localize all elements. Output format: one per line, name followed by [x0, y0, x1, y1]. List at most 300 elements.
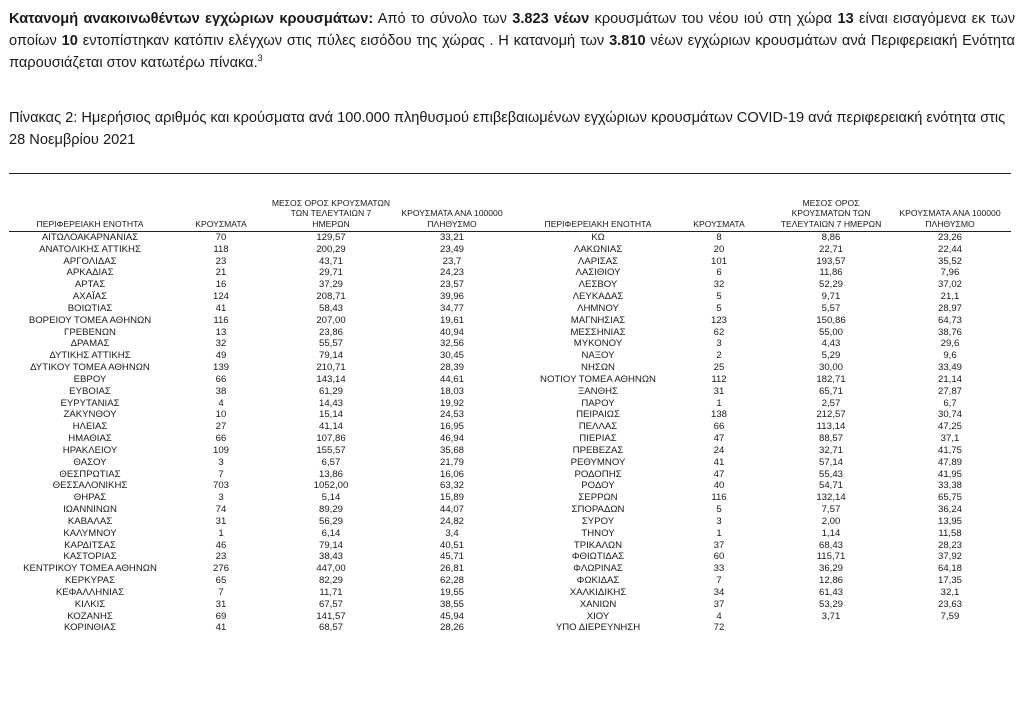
intro-text-2: κρουσμάτων του νέου ιού στη χώρα	[589, 11, 838, 27]
left-cases-per-100k: 3,4	[445, 527, 459, 539]
table-row	[9, 256, 1011, 268]
right-region-name: ΦΩΚΙΔΑΣ	[576, 575, 620, 587]
cases-table	[9, 173, 1011, 634]
right-cases-count: 31	[713, 385, 725, 397]
footnote-marker: 3	[257, 53, 263, 64]
right-region-name: ΛΕΥΚΑΔΑΣ	[572, 291, 624, 303]
right-cases-per-100k: 41,75	[937, 444, 962, 456]
intro-paragraph	[9, 8, 1015, 74]
right-region-name: ΛΑΚΩΝΙΑΣ	[573, 243, 623, 255]
right-seven-day-average: 65,71	[818, 385, 843, 397]
left-cases-count: 109	[212, 444, 229, 456]
right-cases-per-100k: 11,58	[938, 527, 962, 539]
left-cases-per-100k: 63,32	[439, 480, 464, 492]
right-cases-count: 138	[710, 409, 727, 421]
header-unit-right: ΠΕΡΙΦΕΡΕΙΑΚΗ ΕΝΟΤΗΤΑ	[544, 218, 652, 229]
table-row	[9, 398, 1011, 410]
left-cases-count: 118	[213, 243, 229, 255]
right-region-name: ΜΥΚΟΝΟΥ	[573, 338, 623, 350]
left-cases-per-100k: 24,82	[439, 515, 464, 527]
right-cases-count: 101	[710, 255, 727, 267]
right-cases-per-100k: 23,26	[937, 232, 962, 243]
table-caption: Πίνακας 2: Ημερήσιος αριθμός και κρούσματα ανά 100.000 πληθυσμού επιβεβαιωμένων εγχώριων κρουσμάτων COVID-19 ανά περιφερειακή ενότητα στις 28 Νοεμβρίου 2021	[9, 110, 1006, 148]
right-region-name: ΠΙΕΡΙΑΣ	[579, 433, 617, 445]
left-seven-day-average: 79,14	[318, 539, 343, 551]
right-seven-day-average: 5,29	[821, 350, 841, 362]
left-region-name: ΖΑΚΥΝΘΟΥ	[63, 409, 117, 421]
left-cases-per-100k: 44,61	[439, 373, 464, 385]
right-cases-per-100k: 35,52	[937, 255, 962, 267]
right-seven-day-average: 8,86	[821, 232, 841, 243]
right-cases-count: 123	[710, 314, 727, 326]
left-cases-count: 27	[215, 421, 227, 433]
right-cases-per-100k: 7,96	[940, 267, 960, 279]
left-region-name: ΚΑΛΥΜΝΟΥ	[63, 527, 117, 539]
table-row	[9, 291, 1011, 303]
right-cases-per-100k: 27,87	[937, 385, 962, 397]
right-cases-count: 47	[713, 468, 725, 480]
left-cases-per-100k: 45,94	[439, 610, 464, 622]
right-cases-per-100k: 36,24	[937, 504, 962, 516]
left-region-name: ΒΟΡΕΙΟΥ ΤΟΜΕΑ ΑΘΗΝΩΝ	[28, 314, 152, 326]
left-cases-count: 46	[215, 539, 227, 551]
left-cases-per-100k: 35,68	[439, 444, 464, 456]
right-cases-per-100k: 17,35	[937, 575, 962, 587]
right-seven-day-average: 212,57	[816, 409, 846, 421]
left-cases-count: 49	[215, 350, 227, 362]
right-region-name: ΡΟΔΟΠΗΣ	[574, 468, 622, 480]
right-region-name: ΛΕΣΒΟΥ	[578, 279, 618, 291]
header-avg-right: ΜΕΣΟΣ ΟΡΟΣ ΚΡΟΥΣΜΑΤΩΝ ΤΩΝ ΤΕΛΕΥΤΑΙΩΝ 7 ΗΜΕΡΩΝ	[780, 197, 882, 229]
table-row	[9, 599, 1011, 611]
right-seven-day-average: 32,71	[818, 444, 843, 456]
left-cases-count: 66	[215, 433, 227, 445]
left-cases-per-100k: 34,77	[439, 302, 464, 314]
right-cases-count: 1	[716, 527, 722, 539]
right-seven-day-average: 5,57	[821, 302, 841, 314]
right-cases-count: 112	[711, 373, 727, 385]
left-region-name: ΚΟΖΑΝΗΣ	[67, 610, 113, 622]
right-cases-count: 47	[713, 433, 725, 445]
right-cases-count: 3	[716, 338, 722, 350]
left-cases-per-100k: 23,49	[439, 243, 464, 255]
right-region-name: ΞΑΝΘΗΣ	[578, 385, 618, 397]
right-seven-day-average: 2,00	[821, 515, 841, 527]
left-cases-per-100k: 23,7	[442, 255, 462, 267]
left-cases-per-100k: 24,53	[439, 409, 464, 421]
left-region-name: ΙΩΑΝΝΙΝΩΝ	[63, 504, 117, 516]
left-cases-per-100k: 44,07	[439, 504, 464, 516]
table-row	[9, 279, 1011, 291]
left-cases-per-100k: 30,45	[439, 350, 464, 362]
right-cases-count: 33	[713, 563, 725, 575]
right-seven-day-average: 2,57	[821, 397, 841, 409]
right-seven-day-average: 115,71	[816, 551, 846, 563]
left-cases-per-100k: 19,92	[439, 397, 464, 409]
left-region-name: ΔΥΤΙΚΟΥ ΤΟΜΕΑ ΑΘΗΝΩΝ	[30, 362, 150, 374]
right-region-name: ΦΘΙΩΤΙΔΑΣ	[571, 551, 625, 563]
right-region-name: ΝΑΞΟΥ	[581, 350, 615, 362]
right-cases-count: 116	[711, 492, 727, 504]
right-cases-count: 8	[716, 232, 722, 243]
right-seven-day-average: 182,71	[816, 373, 846, 385]
left-cases-count: 116	[213, 314, 229, 326]
left-seven-day-average: 207,00	[316, 314, 346, 326]
left-seven-day-average: 61,29	[318, 385, 343, 397]
table-row	[9, 469, 1011, 481]
header-cases-left: ΚΡΟΥΣΜΑΤΑ	[195, 218, 247, 229]
left-cases-per-100k: 46,94	[439, 433, 464, 445]
left-cases-per-100k: 45,71	[439, 551, 464, 563]
left-seven-day-average: 29,71	[318, 267, 343, 279]
left-cases-count: 124	[212, 291, 229, 303]
right-seven-day-average: 54,71	[818, 480, 843, 492]
left-cases-count: 65	[215, 575, 227, 587]
right-region-name: ΡΕΘΥΜΝΟΥ	[570, 456, 626, 468]
left-region-name: ΘΑΣΟΥ	[73, 456, 107, 468]
right-region-name: ΧΙΟΥ	[586, 610, 610, 622]
left-cases-per-100k: 62,28	[439, 575, 464, 587]
right-cases-per-100k: 22,44	[937, 243, 962, 255]
left-seven-day-average: 89,29	[318, 504, 343, 516]
left-region-name: ΑΧΑΪΑΣ	[72, 291, 108, 303]
left-cases-per-100k: 26,81	[439, 563, 464, 575]
table-row	[9, 540, 1011, 552]
right-cases-count: 2	[716, 350, 722, 362]
left-region-name: ΘΗΡΑΣ	[73, 492, 107, 504]
intro-text-5: νέων εγχώριων κρουσμάτων ανά Περιφερειακή Ενότητα παρουσιάζεται στον κατωτέρω πίνακα.	[9, 33, 1015, 71]
right-region-name: ΡΟΔΟΥ	[581, 480, 615, 492]
right-cases-per-100k: 64,18	[937, 563, 962, 575]
table-row	[9, 232, 1011, 244]
left-cases-per-100k: 32,56	[439, 338, 464, 350]
right-region-name: ΤΡΙΚΑΛΩΝ	[573, 539, 623, 551]
left-cases-count: 69	[215, 610, 227, 622]
right-cases-count: 5	[716, 291, 722, 303]
table-row	[9, 386, 1011, 398]
right-cases-per-100k: 33,49	[937, 362, 962, 374]
left-seven-day-average: 208,71	[316, 291, 346, 303]
right-cases-count: 3	[716, 515, 722, 527]
right-cases-per-100k: 33,38	[937, 480, 962, 492]
left-seven-day-average: 107,86	[316, 433, 346, 445]
left-region-name: ΘΕΣΠΡΩΤΙΑΣ	[59, 468, 121, 480]
right-region-name: ΠΕΛΛΑΣ	[578, 421, 618, 433]
right-seven-day-average: 1,14	[821, 527, 841, 539]
left-cases-per-100k: 18,03	[439, 385, 464, 397]
right-seven-day-average: 22,71	[818, 243, 843, 255]
left-region-name: ΑΙΤΩΛΟΑΚΑΡΝΑΝΙΑΣ	[41, 232, 139, 243]
intro-imported: 13	[837, 11, 854, 27]
left-region-name: ΒΟΙΩΤΙΑΣ	[67, 302, 113, 314]
right-cases-count: 25	[713, 362, 725, 374]
left-region-name: ΑΝΑΤΟΛΙΚΗΣ ΑΤΤΙΚΗΣ	[39, 243, 141, 255]
right-region-name: ΠΕΙΡΑΙΩΣ	[576, 409, 620, 421]
left-region-name: ΕΒΡΟΥ	[73, 373, 107, 385]
right-cases-count: 5	[716, 302, 722, 314]
right-cases-count: 60	[713, 551, 725, 563]
left-cases-per-100k: 21,79	[439, 456, 464, 468]
left-region-name: ΔΥΤΙΚΗΣ ΑΤΤΙΚΗΣ	[49, 350, 131, 362]
table-row	[9, 587, 1011, 599]
left-cases-count: 703	[212, 480, 229, 492]
intro-local: 3.810	[609, 33, 646, 49]
left-seven-day-average: 129,57	[316, 232, 346, 243]
right-region-name: ΣΠΟΡΑΔΩΝ	[571, 504, 625, 516]
right-seven-day-average: 150,86	[816, 314, 846, 326]
right-region-name: ΧΑΛΚΙΔΙΚΗΣ	[569, 586, 627, 598]
right-seven-day-average: 4,43	[821, 338, 841, 350]
header-per100k-right: ΚΡΟΥΣΜΑΤΑ ΑΝΑ 100000 ΠΛΗΘΥΣΜΟ	[899, 208, 1001, 229]
table-row	[9, 457, 1011, 469]
right-cases-per-100k: 37,1	[940, 433, 960, 445]
left-region-name: ΗΛΕΙΑΣ	[72, 421, 108, 433]
left-seven-day-average: 82,29	[318, 575, 343, 587]
left-cases-count: 1	[218, 527, 224, 539]
right-cases-per-100k: 38,76	[937, 326, 962, 338]
left-cases-count: 23	[215, 255, 227, 267]
left-cases-count: 23	[215, 551, 227, 563]
right-seven-day-average: 12,86	[818, 575, 843, 587]
left-cases-per-100k: 40,51	[439, 539, 464, 551]
table-header	[9, 174, 1011, 232]
left-cases-count: 10	[215, 409, 227, 421]
left-region-name: ΚΟΡΙΝΘΙΑΣ	[63, 622, 117, 634]
left-cases-count: 139	[212, 362, 229, 374]
left-region-name: ΑΡΤΑΣ	[74, 279, 106, 291]
right-cases-per-100k: 65,75	[937, 492, 962, 504]
intro-lead: Κατανομή ανακοινωθέντων εγχώριων κρουσμάτων:	[9, 11, 374, 27]
right-region-name: ΛΗΜΝΟΥ	[577, 302, 619, 314]
left-cases-per-100k: 19,55	[439, 586, 464, 598]
left-cases-per-100k: 28,26	[439, 622, 464, 634]
left-seven-day-average: 210,71	[316, 362, 346, 374]
right-seven-day-average: 11,86	[819, 267, 843, 279]
left-cases-count: 7	[218, 586, 224, 598]
right-cases-per-100k: 29,6	[940, 338, 960, 350]
right-cases-count: 7	[716, 575, 722, 587]
left-cases-count: 38	[215, 385, 227, 397]
right-region-name: ΣΕΡΡΩΝ	[578, 492, 618, 504]
left-seven-day-average: 6,14	[321, 527, 341, 539]
right-seven-day-average: 53,29	[818, 598, 843, 610]
left-region-name: ΕΥΡΥΤΑΝΙΑΣ	[60, 397, 120, 409]
right-seven-day-average: 55,43	[818, 468, 843, 480]
left-seven-day-average: 200,29	[316, 243, 346, 255]
right-region-name: ΠΡΕΒΕΖΑΣ	[572, 444, 624, 456]
header-unit-left: ΠΕΡΙΦΕΡΕΙΑΚΗ ΕΝΟΤΗΤΑ	[36, 218, 144, 229]
table-row	[9, 622, 1011, 634]
table-row	[9, 433, 1011, 445]
left-seven-day-average: 55,57	[318, 338, 343, 350]
right-seven-day-average: 55,00	[818, 326, 843, 338]
right-cases-per-100k: 47,89	[937, 456, 962, 468]
table-row	[9, 563, 1011, 575]
right-cases-per-100k: 37,92	[937, 551, 962, 563]
intro-text-3: είναι εισαγόμενα εκ των οποίων	[9, 11, 1016, 49]
left-seven-day-average: 43,71	[318, 255, 343, 267]
table-row	[9, 315, 1011, 327]
right-seven-day-average: 36,29	[818, 563, 843, 575]
left-cases-per-100k: 38,55	[439, 598, 464, 610]
left-cases-count: 16	[215, 279, 227, 291]
left-cases-per-100k: 23,57	[439, 279, 464, 291]
right-cases-count: 41	[713, 456, 725, 468]
right-cases-count: 62	[713, 326, 725, 338]
right-cases-count: 24	[713, 444, 725, 456]
right-cases-count: 20	[713, 243, 725, 255]
right-cases-per-100k: 9,6	[943, 350, 957, 362]
left-seven-day-average: 13,86	[318, 468, 343, 480]
right-cases-count: 66	[713, 421, 725, 433]
left-region-name: ΚΑΣΤΟΡΙΑΣ	[63, 551, 117, 563]
left-region-name: ΚΕΝΤΡΙΚΟΥ ΤΟΜΕΑ ΑΘΗΝΩΝ	[23, 563, 157, 575]
left-cases-per-100k: 33,21	[439, 232, 464, 243]
right-region-name: ΣΥΡΟΥ	[581, 515, 615, 527]
right-cases-count: 5	[716, 504, 722, 516]
right-seven-day-average: 57,14	[818, 456, 843, 468]
left-cases-per-100k: 24,23	[439, 267, 464, 279]
right-cases-count: 32	[713, 279, 725, 291]
left-region-name: ΚΑΡΔΙΤΣΑΣ	[64, 539, 116, 551]
table-row	[9, 362, 1011, 374]
intro-text-4: εντοπίστηκαν κατόπιν ελέγχων στις πύλες εισόδου της χώρας . Η κατανομή των	[77, 33, 610, 49]
left-seven-day-average: 11,71	[319, 586, 343, 598]
left-seven-day-average: 14,43	[318, 397, 343, 409]
table-row	[9, 528, 1011, 540]
left-seven-day-average: 447,00	[316, 563, 346, 575]
right-cases-per-100k: 32,1	[940, 586, 960, 598]
left-seven-day-average: 15,14	[318, 409, 343, 421]
right-region-name: ΜΑΓΝΗΣΙΑΣ	[570, 314, 626, 326]
left-region-name: ΘΕΣΣΑΛΟΝΙΚΗΣ	[52, 480, 128, 492]
right-region-name: ΚΩ	[591, 232, 605, 243]
right-cases-per-100k: 7,59	[940, 610, 960, 622]
left-cases-count: 21	[215, 267, 227, 279]
right-region-name: ΜΕΣΣΗΝΙΑΣ	[570, 326, 626, 338]
right-seven-day-average: 7,57	[821, 504, 841, 516]
left-cases-count: 32	[215, 338, 227, 350]
right-cases-per-100k: 23,63	[937, 598, 962, 610]
left-cases-per-100k: 16,06	[439, 468, 464, 480]
intro-total: 3.823 νέων	[512, 11, 590, 27]
right-cases-per-100k: 41,95	[937, 468, 962, 480]
right-region-name: ΦΛΩΡΙΝΑΣ	[573, 563, 623, 575]
table-row	[9, 244, 1011, 256]
left-cases-count: 3	[218, 456, 224, 468]
right-cases-count: 1	[716, 397, 722, 409]
right-cases-per-100k: 21,14	[937, 373, 962, 385]
left-region-name: ΗΡΑΚΛΕΙΟΥ	[62, 444, 118, 456]
right-seven-day-average: 3,71	[821, 610, 841, 622]
table-body	[9, 232, 1011, 634]
left-seven-day-average: 56,29	[318, 515, 343, 527]
left-region-name: ΔΡΑΜΑΣ	[70, 338, 110, 350]
left-cases-count: 70	[215, 232, 227, 243]
right-seven-day-average: 193,57	[816, 255, 846, 267]
right-cases-count: 6	[716, 267, 722, 279]
table-row	[9, 350, 1011, 362]
right-cases-per-100k: 21,1	[940, 291, 960, 303]
header-avg-left: ΜΕΣΟΣ ΟΡΟΣ ΚΡΟΥΣΜΑΤΩΝ ΤΩΝ ΤΕΛΕΥΤΑΙΩΝ 7 ΗΜΕΡΩΝ	[271, 197, 391, 229]
left-seven-day-average: 23,86	[318, 326, 343, 338]
table-row	[9, 480, 1011, 492]
right-cases-per-100k: 30,74	[937, 409, 962, 421]
right-cases-count: 37	[713, 598, 725, 610]
left-region-name: ΑΡΚΑΔΙΑΣ	[66, 267, 114, 279]
left-cases-per-100k: 19,61	[439, 314, 464, 326]
left-seven-day-average: 143,14	[316, 373, 346, 385]
table-row	[9, 575, 1011, 587]
left-region-name: ΚΕΦΑΛΛΗΝΙΑΣ	[55, 586, 125, 598]
right-region-name: ΝΗΣΩΝ	[581, 362, 615, 374]
header-cases-right: ΚΡΟΥΣΜΑΤΑ	[693, 218, 745, 229]
table-row	[9, 504, 1011, 516]
right-cases-count: 34	[713, 586, 725, 598]
right-seven-day-average: 9,71	[821, 291, 841, 303]
right-region-name: ΠΑΡΟΥ	[581, 397, 615, 409]
table-row	[9, 551, 1011, 563]
left-seven-day-average: 5,14	[321, 492, 341, 504]
left-seven-day-average: 58,43	[318, 302, 343, 314]
left-cases-count: 31	[215, 598, 227, 610]
left-seven-day-average: 37,29	[318, 279, 343, 291]
left-seven-day-average: 79,14	[318, 350, 343, 362]
left-cases-count: 3	[218, 492, 224, 504]
left-cases-per-100k: 39,96	[439, 291, 464, 303]
right-region-name: ΤΗΝΟΥ	[581, 527, 615, 539]
left-seven-day-average: 1052,00	[313, 480, 349, 492]
left-region-name: ΕΥΒΟΙΑΣ	[69, 385, 111, 397]
left-cases-count: 41	[215, 302, 227, 314]
left-seven-day-average: 68,57	[318, 622, 343, 634]
left-region-name: ΑΡΓΟΛΙΔΑΣ	[63, 255, 117, 267]
table-row	[9, 303, 1011, 315]
right-region-name: ΥΠΟ ΔΙΕΡΕΥΝΗΣΗ	[555, 622, 641, 634]
right-cases-per-100k: 47,25	[937, 421, 962, 433]
left-seven-day-average: 6,57	[321, 456, 341, 468]
right-cases-count: 37	[713, 539, 725, 551]
table-row	[9, 409, 1011, 421]
left-cases-count: 13	[215, 326, 227, 338]
table-row	[9, 327, 1011, 339]
left-seven-day-average: 38,43	[318, 551, 343, 563]
left-region-name: ΓΡΕΒΕΝΩΝ	[64, 326, 116, 338]
intro-text-1: Από το σύνολο των	[373, 11, 513, 27]
table-row	[9, 445, 1011, 457]
left-cases-count: 4	[218, 397, 224, 409]
right-region-name: ΧΑΝΙΩΝ	[579, 598, 617, 610]
right-cases-per-100k: 28,23	[937, 539, 962, 551]
left-cases-count: 276	[212, 563, 229, 575]
right-seven-day-average: 113,14	[816, 421, 846, 433]
table-row	[9, 421, 1011, 433]
left-cases-per-100k: 16,95	[439, 421, 464, 433]
table-row	[9, 611, 1011, 623]
table-row	[9, 374, 1011, 386]
right-cases-count: 72	[713, 622, 725, 634]
left-region-name: ΗΜΑΘΙΑΣ	[68, 433, 112, 445]
right-seven-day-average: 88,57	[818, 433, 843, 445]
right-cases-per-100k: 64,73	[937, 314, 962, 326]
right-cases-count: 4	[716, 610, 722, 622]
left-seven-day-average: 155,57	[316, 444, 346, 456]
left-cases-per-100k: 28,39	[439, 362, 464, 374]
left-cases-count: 74	[215, 504, 227, 516]
left-cases-count: 66	[215, 373, 227, 385]
right-region-name: ΝΟΤΙΟΥ ΤΟΜΕΑ ΑΘΗΝΩΝ	[540, 373, 656, 385]
left-region-name: ΚΕΡΚΥΡΑΣ	[64, 575, 115, 587]
